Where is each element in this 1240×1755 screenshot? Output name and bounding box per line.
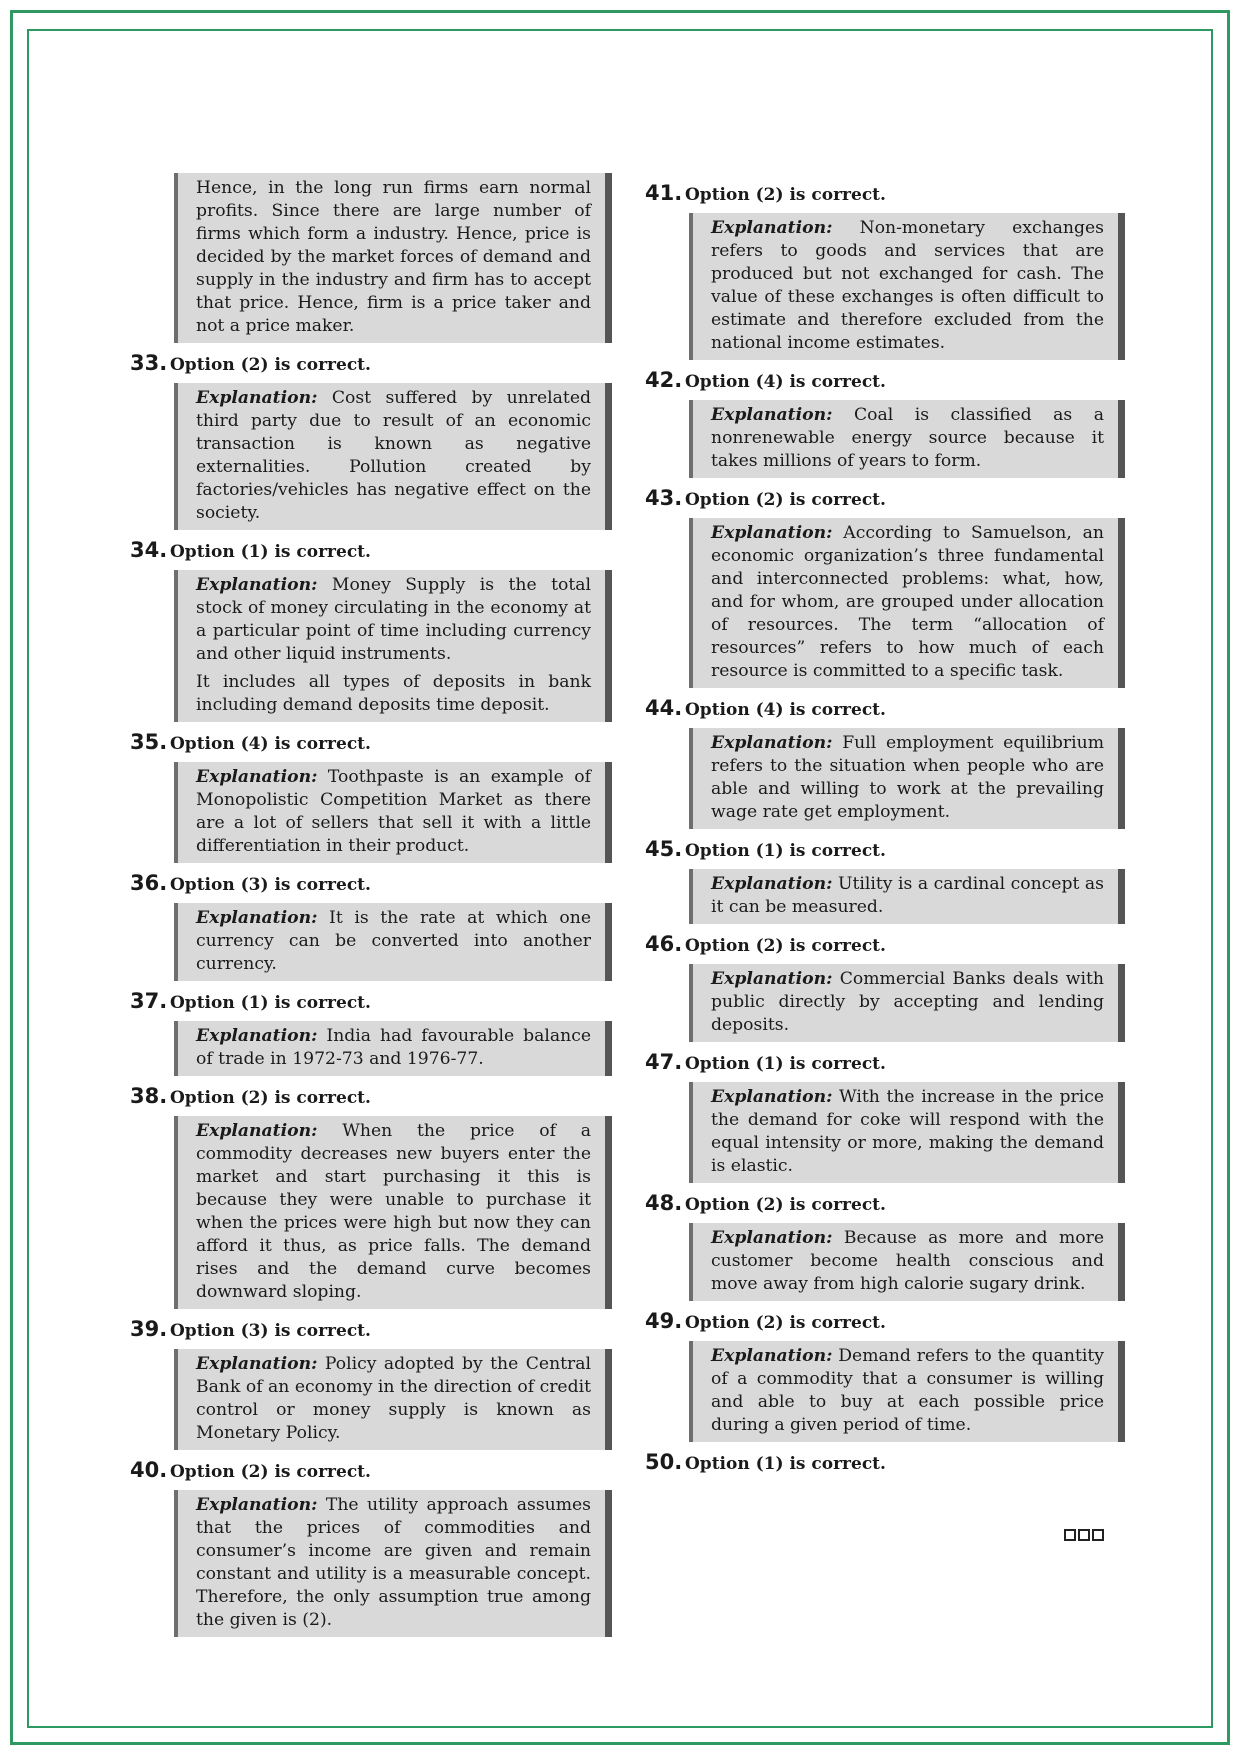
answer-item <box>130 989 612 1076</box>
correct-option-text: Option (1) is correct. <box>170 542 371 562</box>
answer-item <box>130 871 612 981</box>
explanation-label: Explanation: <box>711 1346 833 1366</box>
question-number: 33. <box>130 351 168 375</box>
explanation-paragraph <box>711 404 1104 473</box>
answer-heading <box>130 730 612 760</box>
correct-option-text: Option (2) is correct. <box>170 355 371 375</box>
explanation-label: Explanation: <box>196 1495 318 1515</box>
explanation-paragraph <box>196 907 591 976</box>
answer-heading <box>645 181 1125 211</box>
answer-heading <box>645 1450 1125 1480</box>
explanation-text: Commercial Banks deals with public directly by accepting and lending deposits. <box>711 969 1104 1035</box>
explanation-box <box>689 1341 1125 1442</box>
explanation-label: Explanation: <box>196 1026 318 1046</box>
explanation-text: Because as more and more customer become health conscious and move away from high calorie sugary drink. <box>711 1228 1105 1294</box>
answer-item <box>130 538 612 722</box>
question-number: 50. <box>645 1450 683 1474</box>
explanation-text: Toothpaste is an example of Monopolistic Competition Market as there are a lot of sellers that sell it with a little differentiation in their product. <box>196 767 591 856</box>
explanation-box <box>689 213 1125 360</box>
explanation-text: India had favourable balance of trade in 1972-73 and 1976-77. <box>196 1026 592 1069</box>
explanation-label: Explanation: <box>196 1121 318 1141</box>
correct-option-text: Option (1) is correct. <box>685 1454 886 1474</box>
question-number: 45. <box>645 837 683 861</box>
correct-option-text: Option (1) is correct. <box>685 1054 886 1074</box>
left-column <box>130 173 612 1645</box>
question-number: 37. <box>130 989 168 1013</box>
answer-item <box>645 486 1125 688</box>
question-number: 41. <box>645 181 683 205</box>
explanation-text: Cost suffered by unrelated third party due to result of an economic transaction is known as negative externalities. Pollution created by factories/vehicles has negative effect on the society. <box>196 388 591 523</box>
correct-option-text: Option (2) is correct. <box>685 185 886 205</box>
explanation-paragraph <box>711 1086 1104 1178</box>
explanation-box <box>174 383 612 530</box>
explanation-paragraph <box>711 968 1104 1037</box>
explanation-label: Explanation: <box>711 733 833 753</box>
answer-item <box>130 730 612 863</box>
explanation-text: Policy adopted by the Central Bank of an economy in the direction of credit control or money supply is known as Monetary Policy. <box>196 1354 592 1443</box>
explanation-label: Explanation: <box>711 523 833 543</box>
explanation-paragraph <box>196 574 591 666</box>
explanation-text: It includes all types of deposits in bank including demand deposits time deposit. <box>196 672 591 715</box>
explanation-paragraph <box>711 217 1104 355</box>
explanation-box <box>174 1116 612 1309</box>
answer-item <box>645 1050 1125 1183</box>
explanation-box <box>174 903 612 981</box>
explanation-box <box>174 1349 612 1450</box>
question-number: 42. <box>645 368 683 392</box>
explanation-paragraph <box>711 522 1104 683</box>
explanation-paragraph <box>711 1227 1104 1296</box>
end-mark-square <box>1078 1529 1090 1541</box>
answer-heading <box>130 1458 612 1488</box>
explanation-text: Demand refers to the quantity of a commodity that a consumer is willing and able to buy at each possible price during a given period of time. <box>711 1346 1104 1435</box>
explanation-paragraph <box>196 766 591 858</box>
explanation-label: Explanation: <box>711 1087 833 1107</box>
question-number: 43. <box>645 486 683 510</box>
correct-option-text: Option (4) is correct. <box>685 372 886 392</box>
answer-heading <box>130 351 612 381</box>
answer-heading <box>130 1084 612 1114</box>
question-number: 49. <box>645 1309 683 1333</box>
correct-option-text: Option (2) is correct. <box>685 1195 886 1215</box>
answer-heading <box>130 871 612 901</box>
answer-item <box>130 1084 612 1309</box>
explanation-text: It is the rate at which one currency can be converted into another currency. <box>196 908 591 974</box>
explanation-box <box>174 762 612 863</box>
explanation-label: Explanation: <box>711 1228 833 1248</box>
explanation-paragraph <box>196 1120 591 1304</box>
explanation-paragraph <box>711 873 1104 919</box>
right-column <box>645 173 1125 1482</box>
answer-item <box>645 837 1125 924</box>
answer-item <box>645 1191 1125 1301</box>
answer-heading <box>645 1309 1125 1339</box>
explanation-box <box>689 518 1125 688</box>
answer-heading <box>645 1050 1125 1080</box>
correct-option-text: Option (3) is correct. <box>170 1321 371 1341</box>
question-number: 36. <box>130 871 168 895</box>
explanation-label: Explanation: <box>196 767 318 787</box>
correct-option-text: Option (3) is correct. <box>170 875 371 895</box>
answer-item <box>645 1309 1125 1442</box>
answer-item <box>130 1458 612 1637</box>
explanation-paragraph <box>196 387 591 525</box>
end-mark-square <box>1064 1529 1076 1541</box>
question-number: 38. <box>130 1084 168 1108</box>
explanation-text: Coal is classified as a nonrenewable energy source because it takes millions of years to form. <box>711 405 1105 471</box>
explanation-box <box>689 1223 1125 1301</box>
correct-option-text: Option (2) is correct. <box>170 1088 371 1108</box>
question-number: 48. <box>645 1191 683 1215</box>
answer-heading <box>130 1317 612 1347</box>
question-number: 40. <box>130 1458 168 1482</box>
explanation-box <box>689 964 1125 1042</box>
question-number: 47. <box>645 1050 683 1074</box>
correct-option-text: Option (4) is correct. <box>685 700 886 720</box>
question-number: 44. <box>645 696 683 720</box>
answer-heading <box>645 696 1125 726</box>
answer-heading <box>645 486 1125 516</box>
explanation-text: Money Supply is the total stock of money circulating in the economy at a particular point of time including currency and other liquid instruments. <box>196 575 591 664</box>
continuation-box <box>174 173 612 343</box>
answer-item <box>130 351 612 530</box>
explanation-text: Non-monetary exchanges refers to goods and services that are produced but not exchanged for cash. The value of these exchanges is often difficult to estimate and therefore excluded from the national income estimates. <box>711 218 1104 353</box>
explanation-box <box>689 869 1125 924</box>
answer-heading <box>645 1191 1125 1221</box>
explanation-box <box>689 400 1125 478</box>
explanation-text: With the increase in the price the demand for coke will respond with the equal intensity or more, making the demand is elastic. <box>711 1087 1104 1176</box>
answer-item <box>645 368 1125 478</box>
end-marks <box>1064 1529 1104 1541</box>
correct-option-text: Option (2) is correct. <box>685 490 886 510</box>
explanation-box <box>174 570 612 722</box>
answer-heading <box>645 837 1125 867</box>
answer-heading <box>645 368 1125 398</box>
explanation-text: According to Samuelson, an economic organization’s three fundamental and interconnected problems: what, how, and for whom, are grouped under allocation of resources. The term “allocation of resources” refers to how much of each resource is committed to a specific task. <box>711 523 1104 681</box>
answer-item <box>645 1450 1125 1480</box>
question-number: 34. <box>130 538 168 562</box>
explanation-text: Full employment equilibrium refers to the situation when people who are able and willing to work at the prevailing wage rate get employment. <box>711 733 1104 822</box>
explanation-paragraph <box>711 732 1104 824</box>
explanation-paragraph <box>196 1353 591 1445</box>
answer-item <box>130 1317 612 1450</box>
explanation-label: Explanation: <box>196 1354 318 1374</box>
answer-heading <box>130 538 612 568</box>
correct-option-text: Option (4) is correct. <box>170 734 371 754</box>
explanation-label: Explanation: <box>711 969 833 989</box>
answer-item <box>645 696 1125 829</box>
explanation-paragraph <box>196 671 591 717</box>
answer-heading <box>130 989 612 1019</box>
explanation-paragraph <box>196 1494 591 1632</box>
explanation-text: Utility is a cardinal concept as it can be measured. <box>711 874 1104 917</box>
correct-option-text: Option (2) is correct. <box>685 1313 886 1333</box>
explanation-box <box>689 728 1125 829</box>
explanation-box <box>689 1082 1125 1183</box>
question-number: 46. <box>645 932 683 956</box>
explanation-label: Explanation: <box>196 908 318 928</box>
end-mark-square <box>1092 1529 1104 1541</box>
correct-option-text: Option (2) is correct. <box>685 936 886 956</box>
explanation-text: The utility approach assumes that the prices of commodities and consumer’s income are given and remain constant and utility is a measurable concept. Therefore, the only assumption true among the given is (2). <box>196 1495 592 1630</box>
explanation-paragraph <box>711 1345 1104 1437</box>
question-number: 39. <box>130 1317 168 1341</box>
explanation-box <box>174 1021 612 1076</box>
explanation-label: Explanation: <box>711 405 833 425</box>
explanation-label: Explanation: <box>711 218 833 238</box>
explanation-label: Explanation: <box>196 388 318 408</box>
answer-item <box>645 932 1125 1042</box>
question-number: 35. <box>130 730 168 754</box>
continuation-text: Hence, in the long run firms earn normal profits. Since there are large number of firms which form a industry. Hence, price is decided by the market forces of demand and supply in the industry and firm has to accept that price. Hence, firm is a price taker and not a price maker. <box>196 178 591 336</box>
explanation-label: Explanation: <box>196 575 318 595</box>
correct-option-text: Option (1) is correct. <box>685 841 886 861</box>
explanation-label: Explanation: <box>711 874 833 894</box>
answer-heading <box>645 932 1125 962</box>
correct-option-text: Option (1) is correct. <box>170 993 371 1013</box>
answer-item <box>645 181 1125 360</box>
explanation-text: When the price of a commodity decreases new buyers enter the market and start purchasing it this is because they were unable to purchase it when the prices were high but now they can afford it thus, as price falls. The demand rises and the demand curve becomes downward sloping. <box>196 1121 591 1302</box>
correct-option-text: Option (2) is correct. <box>170 1462 371 1482</box>
explanation-paragraph <box>196 1025 591 1071</box>
explanation-box <box>174 1490 612 1637</box>
